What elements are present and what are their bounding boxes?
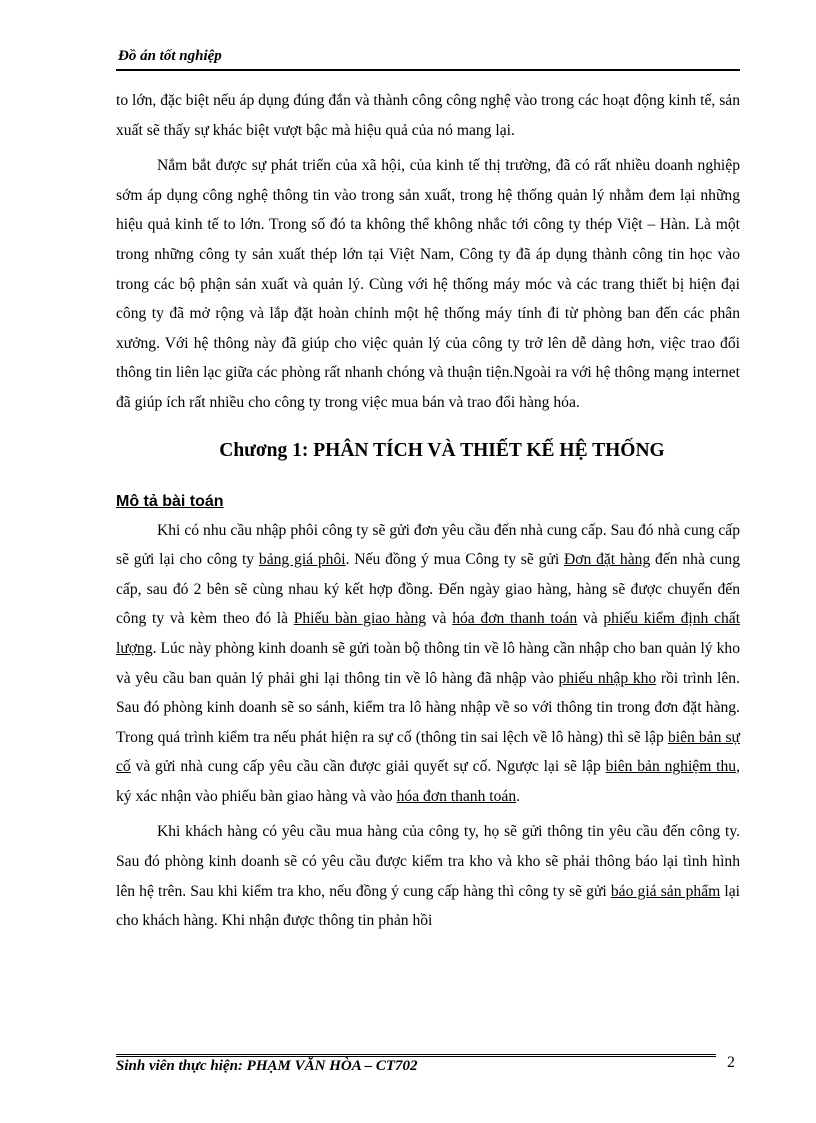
document-body bbox=[116, 86, 740, 936]
text-run: đến nhà cung cấp, sau đó 2 bên sẽ cùng nhau ký kết hợp đồng. Đến ngày giao hàng, hàng sẽ được chuyển đến công ty và kèm theo đó là bbox=[116, 551, 740, 628]
underlined-term: biên bản nghiệm thu bbox=[605, 758, 737, 776]
text-run: rồi trình lên. Sau đó phòng kinh doanh sẽ so sánh, kiểm tra lô hàng nhập về so với thông tin trong đơn đặt hàng. Trong quá trình kiểm tra nếu phát hiện ra sự cố (thông tin sai lệch về lô hàng) thì sẽ lập bbox=[116, 669, 740, 746]
text-run: Khi khách hàng có yêu cầu mua hàng của công ty, họ sẽ gửi thông tin yêu cầu đến công ty. Sau đó phòng kinh doanh sẽ có yêu cầu được kiểm tra kho và kho sẽ phải thông báo lại tình hình lên hệ trên. Sau khi kiểm tra kho, nếu đồng ý cung cấp hàng thì công ty sẽ gửi bbox=[116, 823, 740, 900]
underlined-term: phiếu kiểm định chất lượng bbox=[116, 610, 741, 657]
text-run: , ký xác nhận vào phiếu bàn giao hàng và vào bbox=[116, 758, 740, 805]
footer-author: Sinh viên thực hiện: PHẠM VĂN HÒA – CT702 bbox=[116, 1058, 418, 1074]
underlined-term: hóa đơn thanh toán bbox=[396, 787, 517, 805]
underlined-term: hóa đơn thanh toán bbox=[452, 610, 578, 628]
page-number: 2 bbox=[727, 1054, 735, 1071]
text-run: . bbox=[516, 787, 521, 805]
paragraph-company-overview: Nắm bắt được sự phát triển của xã hội, của kinh tế thị trường, đã có rất nhiều doanh nghiệp sớm áp dụng công nghệ thông tin vào trong sản xuất, trong hệ thống quản lý nhằm đem lại những hiệu quả kinh tế to lớn. Trong số đó ta không thể không nhắc tới công ty thép Việt – Hàn. Là một trong những công ty sản xuất thép lớn tại Việt Nam, Công ty đã áp dụng thành công tin học vào trong các bộ phận sản xuất và quản lý. Cùng với hệ thống máy móc và các trang thiết bị hiện đại công ty đã mở rộng và lắp đặt hoàn chỉnh một hệ thống máy tính đi từ phòng ban đến các phân xưởng. Với hệ thông này đã giúp cho việc quản lý của công ty trở lên dễ dàng hơn, việc trao đổi thông tin liên lạc giữa các phòng rất nhanh chóng và thuận tiện.Ngoài ra với hệ thông mạng internet đã giúp ích rất nhiều cho công ty trong việc mua bán và trao đổi hàng hóa. bbox=[116, 157, 740, 411]
paragraph-sales-process bbox=[116, 817, 740, 935]
text-run: và bbox=[577, 610, 604, 628]
section-title: Mô tả bài toán bbox=[116, 492, 224, 510]
underlined-term: Đơn đặt hàng bbox=[563, 551, 651, 569]
text-run: và bbox=[426, 610, 453, 628]
chapter-title: Chương 1: PHÂN TÍCH VÀ THIẾT KẾ HỆ THỐNG bbox=[219, 439, 665, 461]
text-run: và gửi nhà cung cấp yêu cầu cần được giải quyết sự cố. Ngược lại sẽ lập bbox=[130, 758, 606, 776]
underlined-term: báo giá sản phẩm bbox=[610, 882, 721, 900]
page-header bbox=[116, 47, 740, 71]
text-run: . Nếu đồng ý mua Công ty sẽ gửi bbox=[345, 551, 564, 569]
header-title: Đồ án tốt nghiệp bbox=[118, 48, 222, 64]
text-run: . Lúc này phòng kinh doanh sẽ gửi toàn bộ thông tin về lô hàng cần nhập cho ban quản lý kho và yêu cầu ban quản lý phải ghi lại thông tin về lô hàng đã nhập vào bbox=[116, 639, 740, 687]
text-run: Khi có nhu cầu nhập phôi công ty sẽ gửi đơn yêu cầu đến nhà cung cấp. Sau đó nhà cung cấp sẽ gửi lại cho công ty bbox=[116, 521, 740, 569]
text-run: lại cho khách hàng. Khi nhận được thông tin phản hồi bbox=[116, 882, 740, 930]
paragraph-purchase-process bbox=[116, 516, 740, 812]
paragraph-intro-continued: to lớn, đặc biệt nếu áp dụng đúng đắn và thành công công nghệ vào trong các hoạt động kinh tế, sản xuất sẽ thấy sự khác biệt vượt bậc mà hiệu quả của nó mang lại. bbox=[116, 92, 740, 139]
underlined-term: phiếu nhập kho bbox=[558, 669, 657, 687]
footer-rule bbox=[116, 1054, 716, 1057]
underlined-term: bảng giá phôi bbox=[258, 551, 346, 569]
underlined-term: Phiếu bàn giao hàng bbox=[293, 610, 427, 628]
underlined-term: biên bản sự cố bbox=[116, 728, 741, 776]
